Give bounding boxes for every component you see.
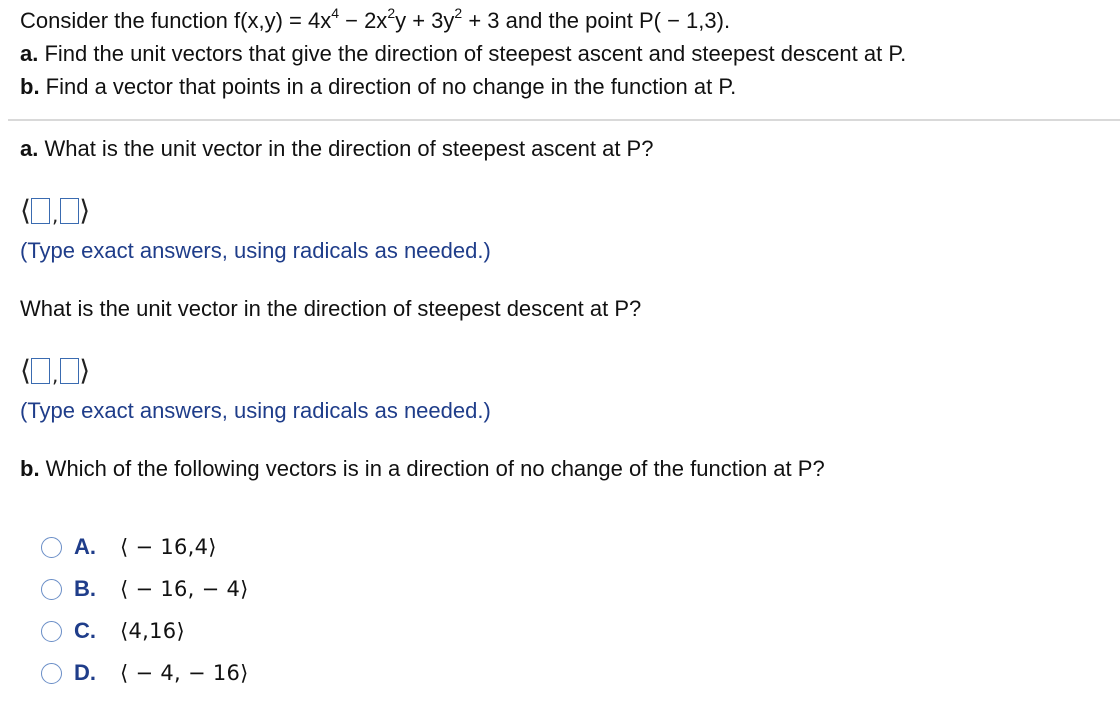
ascent-y-input[interactable] — [60, 198, 79, 224]
exponent: 2 — [454, 4, 463, 21]
question-descent: What is the unit vector in the direction of steepest descent at P? — [20, 296, 642, 321]
problem-line-part-a — [20, 37, 1110, 70]
function-text: y + 3y — [395, 8, 455, 33]
right-angle-bracket: ⟩ — [79, 194, 91, 227]
right-angle-bracket: ⟩ — [79, 354, 91, 387]
answer-hint: (Type exact answers, using radicals as needed.) — [20, 238, 491, 263]
radio-button[interactable] — [41, 663, 62, 684]
question-text: Which of the following vectors is in a direction of no change of the function at P? — [39, 456, 825, 481]
function-text: Consider the function f(x,y) = 4x — [20, 8, 332, 33]
option-letter: D. — [74, 660, 96, 685]
option-a[interactable] — [41, 530, 217, 564]
problem-line-function — [20, 4, 1110, 37]
option-b[interactable] — [41, 572, 249, 606]
descent-x-input[interactable] — [31, 358, 50, 384]
radio-button[interactable] — [41, 579, 62, 600]
radio-button[interactable] — [41, 621, 62, 642]
comma: , — [51, 363, 59, 387]
option-c[interactable] — [41, 614, 185, 648]
part-label: b. — [20, 74, 40, 99]
exponent: 2 — [387, 4, 396, 21]
ascent-vector-answer — [20, 193, 90, 229]
function-text: + 3 and the point P( − 1,3). — [462, 8, 731, 33]
option-value: ⟨ − 16,4⟩ — [120, 535, 217, 559]
question-no-change — [20, 454, 825, 484]
part-label: a. — [20, 136, 39, 161]
function-text: − 2x — [339, 8, 388, 33]
part-text: Find the unit vectors that give the direction of steepest ascent and steepest descent at P. — [38, 41, 907, 66]
question-ascent — [20, 134, 653, 164]
part-label: b. — [20, 456, 40, 481]
question-text: What is the unit vector in the direction of steepest ascent at P? — [38, 136, 654, 161]
ascent-x-input[interactable] — [31, 198, 50, 224]
option-value: ⟨ − 16, − 4⟩ — [120, 577, 249, 601]
option-value: ⟨ − 4, − 16⟩ — [120, 661, 249, 685]
divider — [8, 119, 1120, 121]
radio-button[interactable] — [41, 537, 62, 558]
left-angle-bracket: ⟨ — [20, 194, 31, 227]
problem-line-part-b — [20, 70, 1110, 103]
option-letter: A. — [74, 534, 96, 559]
descent-y-input[interactable] — [60, 358, 79, 384]
exponent: 4 — [331, 4, 339, 21]
option-letter: C. — [74, 618, 96, 643]
option-d[interactable] — [41, 656, 249, 690]
descent-vector-answer — [20, 353, 90, 389]
left-angle-bracket: ⟨ — [20, 354, 31, 387]
part-text: Find a vector that points in a direction of no change in the function at P. — [39, 74, 737, 99]
answer-hint: (Type exact answers, using radicals as needed.) — [20, 398, 491, 423]
problem-statement — [20, 4, 1110, 103]
option-value: ⟨4,16⟩ — [120, 619, 185, 643]
option-letter: B. — [74, 576, 96, 601]
part-label: a. — [20, 41, 39, 66]
comma: , — [51, 203, 59, 227]
